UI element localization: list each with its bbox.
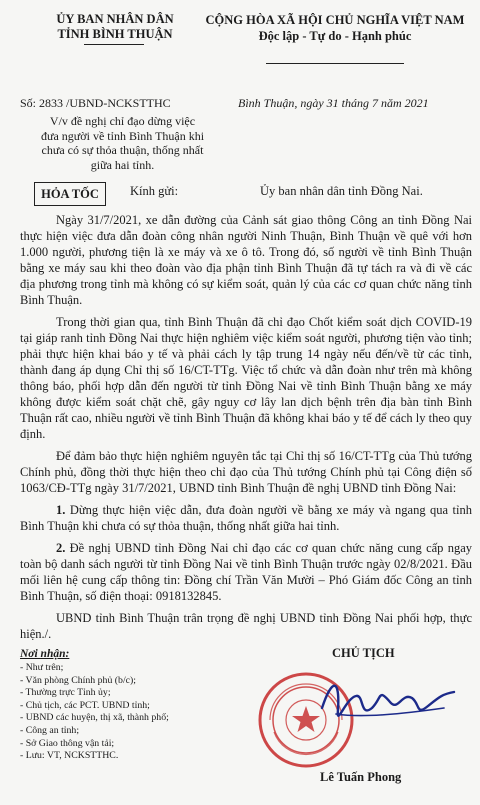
recipient-item: - Chủ tịch, các PCT. UBND tỉnh; [20,699,150,711]
signature-title: CHỦ TỊCH [332,646,395,660]
national-header [200,12,470,44]
body-paragraph-1: Ngày 31/7/2021, xe dẫn đường của Cảnh sát giao thông Công an tỉnh Đồng Nai thực hiện việc đưa dẫn đoàn công nhân người Ninh Thuận, Bình Thuận về quê với hơn 1.000 người, phương tiện là xe máy và xe ô tô. Trong đó, số người về tỉnh Bình Thuận bằng xe máy sau khi theo đoàn vào địa phận tỉnh Bình Thuận đã tự tách ra và đi về các địa phương trong tỉnh mà không có sự kiểm soát, quản lý của các cơ quan chức năng tỉnh Bình Thuận. [20,213,472,307]
request-item-1-text: Dừng thực hiện việc dẫn, đưa đoàn người về bằng xe máy và ngang qua tỉnh Bình Thuận khi chưa có sự thỏa thuận, thống nhất giữa hai tỉnh. [20,503,472,533]
issuer-underline [84,44,144,45]
recipient-item: - Thường trực Tỉnh ủy; [20,687,111,699]
recipient-item: - Văn phòng Chính phủ (b/c); [20,674,137,686]
body-paragraph-2: Trong thời gian qua, tỉnh Bình Thuận đã chỉ đạo Chốt kiểm soát dịch COVID-19 tại giáp ranh tỉnh Đồng Nai thực hiện nghiêm việc kiểm soát người, phương tiện vào tỉnh; phải thực hiện khai báo y tế và phải cách ly tập trung 14 ngày nếu đến/về từ các tỉnh, thành đang áp dụng Chỉ thị số 16/CT-TTg. Việc tổ chức và dẫn đoàn như trên mà không thông báo, phối hợp dẫn đến người từ tỉnh Đồng Nai về tỉnh Bình Thuận bằng xe máy không được kiểm soát chặt chẽ, gây nguy cơ lây lan dịch bệnh trên địa bàn tỉnh Bình Thuận rất cao, nhiều người về tỉnh Bình Thuận đã không khai báo y tế để cách ly theo quy định. [20,315,472,441]
handwritten-signature-icon [312,668,462,748]
recipient-item: - UBND các huyện, thị xã, thành phố; [20,712,169,724]
closing-paragraph: UBND tỉnh Bình Thuận trân trọng đề nghị UBND tỉnh Đồng Nai phối hợp, thực hiện./. [20,611,472,641]
addressee-label: Kính gửi: [130,184,179,198]
request-item-1 [20,502,472,534]
document-body [20,212,472,648]
recipient-item: - Như trên; [20,662,64,673]
national-motto: Độc lập - Tự do - Hạnh phúc [258,29,412,43]
request-item-2 [20,540,472,604]
recipient-item: - Lưu: VT, NCKSTTHC. [20,750,119,762]
recipients-list [20,662,169,763]
issuer-line2: TỈNH BÌNH THUẬN [57,27,173,41]
addressee-value: Ủy ban nhân dân tỉnh Đồng Nai. [260,184,423,198]
recipient-item: - Công an tỉnh; [20,724,80,736]
urgent-stamp: HỎA TỐC [34,182,106,206]
document-subject: V/v đề nghị chỉ đạo dừng việc đưa người về tỉnh Bình Thuận khi chưa có sự thỏa thuận, thống nhất giữa hai tỉnh. [40,114,205,172]
issuer-header [40,12,190,42]
issuer-line1: ỦY BAN NHÂN DÂN [56,12,174,26]
document-number: Số: 2833 /UBND-NCKSTTHC [20,96,171,110]
recipients-title: Nơi nhận: [20,648,70,660]
national-title: CỘNG HÒA XÃ HỘI CHỦ NGHĨA VIỆT NAM [205,13,465,27]
request-item-1-number: 1. [56,503,66,517]
request-item-2-text: Đề nghị UBND tỉnh Đồng Nai chỉ đạo các cơ quan chức năng cung cấp ngay toàn bộ danh sách người từ tỉnh Đồng Nai về tỉnh Bình Thuận trước ngày 02/8/2021. Đầu mối liên hệ cung cấp thông tin: Đồng chí Trần Văn Mười – Phó Giám đốc Công an tỉnh Bình Thuận, số điện thoại: 0918132845. [20,541,472,603]
recipient-item: - Sở Giao thông vận tải; [20,737,115,749]
document-date: Bình Thuận, ngày 31 tháng 7 năm 2021 [238,96,429,110]
body-paragraph-3: Để đảm bảo thực hiện nghiêm nguyên tắc tại Chỉ thị số 16/CT-TTg của Thủ tướng Chính phủ, đồng thời thực hiện theo chỉ đạo của Thủ tướng Chính phủ tại Công điện số 1063/CĐ-TTg ngày 31/7/2021, UBND tỉnh Bình Thuận đề nghị UBND tỉnh Đồng Nai: [20,449,472,495]
motto-underline [266,63,404,64]
request-item-2-number: 2. [56,541,66,555]
signer-name: Lê Tuấn Phong [320,770,402,784]
